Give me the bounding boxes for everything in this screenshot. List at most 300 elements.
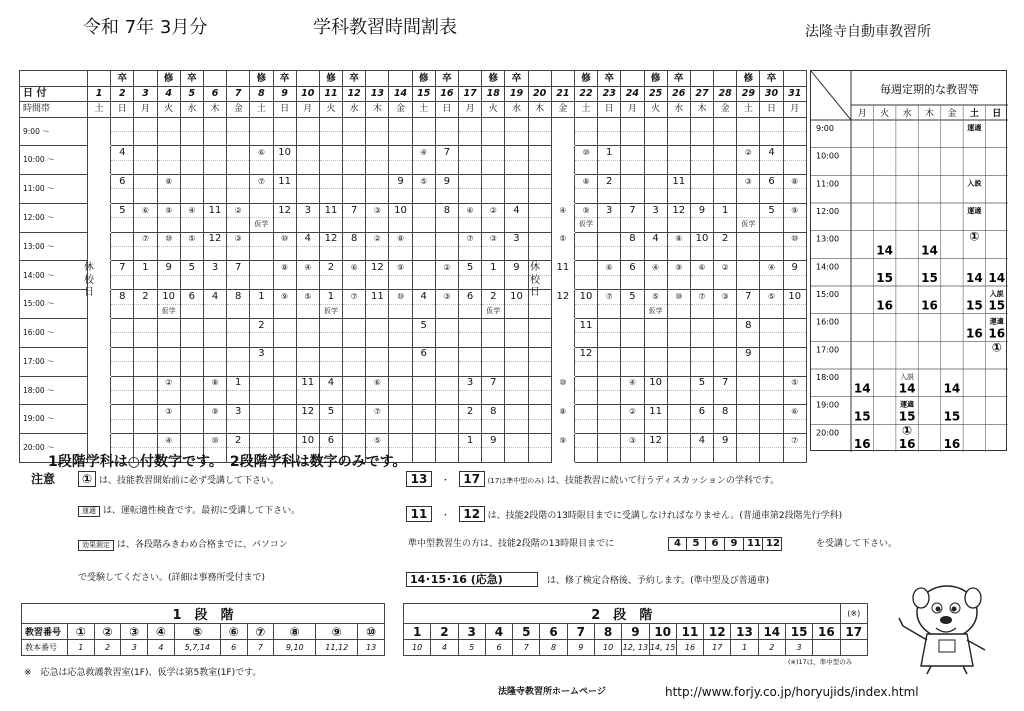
class-cell: ⑤ — [551, 232, 574, 246]
class-cell: ⑦ — [598, 290, 621, 304]
flag-cell — [621, 71, 644, 87]
empty-cell — [134, 347, 157, 361]
empty-cell — [88, 146, 111, 160]
empty-cell — [134, 362, 157, 376]
regular-tag: 運適 — [900, 400, 915, 409]
time-slot-row — [20, 333, 807, 347]
class-cell: ⑤ — [412, 175, 435, 189]
empty-cell — [505, 218, 528, 232]
empty-cell — [250, 203, 273, 217]
empty-cell — [250, 275, 273, 289]
empty-cell — [296, 419, 319, 433]
class-cell: 4 — [760, 146, 783, 160]
empty-cell — [134, 390, 157, 404]
empty-cell — [690, 131, 713, 145]
empty-cell — [621, 419, 644, 433]
empty-cell — [714, 318, 737, 332]
empty-cell — [598, 117, 621, 131]
empty-cell — [250, 117, 273, 131]
empty-cell — [690, 419, 713, 433]
empty-cell — [783, 347, 806, 361]
class-cell: 7 — [343, 203, 366, 217]
empty-cell — [528, 189, 551, 203]
regular-class-number: 16 — [898, 437, 916, 451]
empty-cell — [319, 117, 342, 131]
empty-cell — [667, 362, 690, 376]
empty-cell — [714, 175, 737, 189]
flag-cell: 卒 — [505, 71, 528, 87]
empty-cell — [134, 333, 157, 347]
empty-cell — [180, 146, 203, 160]
empty-cell — [157, 318, 180, 332]
empty-cell — [574, 189, 597, 203]
stage2-lesson-number: 17 — [840, 624, 868, 640]
class-cell: 2 — [598, 175, 621, 189]
stage1-textbook-number: 13 — [358, 640, 385, 656]
empty-cell — [783, 131, 806, 145]
weekday: 月 — [134, 102, 157, 118]
flag-cell: 修 — [574, 71, 597, 87]
empty-cell — [203, 117, 226, 131]
empty-cell — [528, 347, 551, 361]
regular-time-label: 16:00 — [816, 317, 840, 327]
empty-cell — [528, 304, 551, 318]
empty-cell — [366, 275, 389, 289]
empty-cell — [667, 333, 690, 347]
class-cell: ⑥ — [366, 376, 389, 390]
textbook-number-label: 教本番号 — [22, 640, 68, 656]
class-cell: ⑦ — [250, 175, 273, 189]
flag-cell — [134, 71, 157, 87]
empty-cell — [644, 189, 667, 203]
class-cell: 3 — [459, 376, 482, 390]
class-cell: 2 — [459, 405, 482, 419]
day-number: 17 — [459, 86, 482, 102]
diagonal-line — [811, 71, 851, 120]
class-cell: 9 — [482, 434, 505, 448]
empty-cell — [760, 247, 783, 261]
stage2-textbook-number: 3 — [785, 640, 812, 656]
empty-cell — [528, 405, 551, 419]
class-cell: 2 — [714, 232, 737, 246]
time-slot-row — [20, 304, 807, 318]
class-cell: 10 — [783, 290, 806, 304]
regular-class-number: 15 — [921, 271, 938, 285]
empty-cell — [505, 304, 528, 318]
empty-cell — [366, 146, 389, 160]
weekday: 土 — [88, 102, 111, 118]
class-cell: 6 — [111, 175, 134, 189]
regular-grid — [811, 71, 1008, 452]
class-cell: 5 — [111, 203, 134, 217]
weekday: 月 — [783, 102, 806, 118]
class-cell: 8 — [227, 290, 250, 304]
empty-cell — [551, 318, 574, 332]
empty-cell — [737, 203, 760, 217]
empty-cell — [389, 347, 412, 361]
empty-cell — [111, 362, 134, 376]
empty-cell — [505, 131, 528, 145]
note-r3-after: を受講して下さい。 — [816, 539, 898, 549]
empty-cell — [88, 333, 111, 347]
day-number: 6 — [203, 86, 226, 102]
flag-cell — [551, 71, 574, 87]
class-cell: ③ — [482, 232, 505, 246]
weekday: 金 — [227, 102, 250, 118]
empty-cell — [273, 247, 296, 261]
empty-cell — [667, 419, 690, 433]
class-cell: ④ — [180, 203, 203, 217]
stage2-lesson-number: 2 — [431, 624, 458, 640]
empty-cell — [389, 275, 412, 289]
weekday: 木 — [203, 102, 226, 118]
regular-class-number: 16 — [943, 437, 961, 451]
stage1-lesson-number: ② — [94, 624, 121, 640]
stage2-lesson-number: 14 — [758, 624, 785, 640]
class-cell: 12 — [296, 405, 319, 419]
class-cell: ⑥ — [459, 203, 482, 217]
class-cell: 8 — [343, 232, 366, 246]
empty-cell — [412, 232, 435, 246]
empty-cell — [412, 218, 435, 232]
empty-cell — [574, 434, 597, 448]
empty-cell — [667, 218, 690, 232]
class-cell: ⑧ — [389, 232, 412, 246]
regular-time-label: 17:00 — [816, 345, 840, 355]
stage1-lesson-number: ① — [68, 624, 95, 640]
note2-mark: 運適 — [78, 506, 100, 517]
note-r3-box: 4 — [668, 537, 687, 551]
stage1-lesson-number: ③ — [121, 624, 148, 640]
weekday: 木 — [690, 102, 713, 118]
empty-cell — [180, 376, 203, 390]
empty-cell — [667, 405, 690, 419]
empty-cell — [389, 218, 412, 232]
weekday: 水 — [667, 102, 690, 118]
empty-cell — [737, 160, 760, 174]
empty-cell — [737, 434, 760, 448]
empty-cell — [366, 419, 389, 433]
class-cell: 10 — [389, 203, 412, 217]
empty-cell — [528, 160, 551, 174]
class-cell: 11 — [296, 376, 319, 390]
empty-cell — [644, 347, 667, 361]
empty-cell — [505, 434, 528, 448]
empty-cell — [88, 390, 111, 404]
empty-cell — [598, 448, 621, 462]
empty-cell — [760, 275, 783, 289]
empty-cell — [528, 146, 551, 160]
empty-cell — [273, 189, 296, 203]
note2-text: は、運転適性検査です。最初に受講して下さい。 — [102, 506, 301, 516]
weekday: 土 — [250, 102, 273, 118]
empty-cell — [783, 218, 806, 232]
empty-cell — [714, 362, 737, 376]
stage2-textbook-number: 1 — [731, 640, 758, 656]
empty-cell — [366, 131, 389, 145]
empty-cell — [273, 318, 296, 332]
empty-cell — [435, 448, 458, 462]
empty-cell — [412, 131, 435, 145]
empty-cell — [389, 131, 412, 145]
empty-cell — [783, 275, 806, 289]
flag-cell — [714, 71, 737, 87]
empty-cell — [621, 247, 644, 261]
empty-cell — [528, 390, 551, 404]
empty-cell — [389, 247, 412, 261]
stage1-textbook-number: 7 — [247, 640, 274, 656]
class-cell: ④ — [644, 261, 667, 275]
empty-cell — [296, 189, 319, 203]
regular-tag: 入説 — [967, 179, 982, 188]
empty-cell — [296, 218, 319, 232]
empty-cell — [621, 131, 644, 145]
stage2-lesson-number: 1 — [404, 624, 431, 640]
empty-cell — [319, 362, 342, 376]
empty-cell — [737, 232, 760, 246]
weekday: 水 — [180, 102, 203, 118]
empty-cell — [366, 189, 389, 203]
empty-cell — [273, 275, 296, 289]
empty-cell — [714, 419, 737, 433]
empty-cell — [366, 247, 389, 261]
flag-cell: 卒 — [180, 71, 203, 87]
empty-cell — [528, 434, 551, 448]
empty-cell — [505, 189, 528, 203]
empty-cell — [180, 419, 203, 433]
empty-cell — [690, 347, 713, 361]
empty-cell — [435, 362, 458, 376]
note3-text: は、各段階みきわめ合格までに、パソコン — [116, 540, 288, 550]
class-cell: ⑩ — [389, 290, 412, 304]
regular-class-number: 15 — [988, 298, 1006, 313]
empty-cell — [134, 146, 157, 160]
empty-cell — [250, 304, 273, 318]
school-name: 法隆寺自動車教習所 — [805, 24, 931, 40]
empty-cell — [180, 304, 203, 318]
empty-cell — [296, 362, 319, 376]
empty-cell — [319, 390, 342, 404]
class-cell: ⑧ — [574, 175, 597, 189]
empty-cell — [88, 318, 111, 332]
flag-cell — [203, 71, 226, 87]
stage2-textbook-number: 10 — [404, 640, 431, 656]
empty-cell — [366, 347, 389, 361]
empty-cell — [88, 175, 111, 189]
empty-cell — [250, 333, 273, 347]
empty-cell — [273, 131, 296, 145]
note-r3-text: 準中型教習生の方は、技能2段階の13時限目までに — [408, 539, 615, 549]
stage2-textbook-number: 14, 15 — [649, 640, 676, 656]
empty-cell — [574, 304, 597, 318]
empty-cell — [250, 390, 273, 404]
empty-cell — [412, 189, 435, 203]
class-cell: ⑥ — [690, 261, 713, 275]
empty-cell — [459, 247, 482, 261]
day-number: 20 — [528, 86, 551, 102]
empty-cell — [598, 419, 621, 433]
empty-cell — [760, 390, 783, 404]
empty-cell — [180, 405, 203, 419]
empty-cell — [667, 434, 690, 448]
empty-cell — [667, 304, 690, 318]
empty-cell — [482, 175, 505, 189]
empty-cell — [203, 304, 226, 318]
flag-cell — [528, 71, 551, 87]
empty-cell — [690, 304, 713, 318]
empty-cell — [250, 362, 273, 376]
empty-cell — [667, 247, 690, 261]
class-cell: 7 — [714, 376, 737, 390]
class-cell: 8 — [111, 290, 134, 304]
day-number: 8 — [250, 86, 273, 102]
empty-cell — [598, 218, 621, 232]
class-cell: ② — [366, 232, 389, 246]
empty-cell — [621, 189, 644, 203]
empty-cell — [203, 218, 226, 232]
regular-time-label: 10:00 — [816, 151, 840, 161]
note-r2-box-a: 11 — [406, 506, 432, 522]
stage1-lesson-number: ⑦ — [247, 624, 274, 640]
note-r2-box-b: 12 — [459, 506, 485, 522]
class-cell: 9 — [389, 175, 412, 189]
empty-cell — [88, 434, 111, 448]
empty-cell — [203, 333, 226, 347]
class-cell: 仮学 — [319, 304, 342, 318]
class-cell: 1 — [319, 290, 342, 304]
empty-cell — [250, 247, 273, 261]
empty-cell — [598, 318, 621, 332]
empty-cell — [227, 318, 250, 332]
class-cell: 6 — [319, 434, 342, 448]
empty-cell — [760, 333, 783, 347]
empty-cell — [389, 434, 412, 448]
weekday: 木 — [528, 102, 551, 118]
empty-cell — [690, 160, 713, 174]
empty-cell — [250, 189, 273, 203]
empty-cell — [528, 448, 551, 462]
empty-cell — [551, 247, 574, 261]
empty-cell — [482, 390, 505, 404]
regular-class-number: 15 — [966, 298, 983, 313]
empty-cell — [111, 419, 134, 433]
class-cell: ⑦ — [366, 405, 389, 419]
empty-cell — [157, 218, 180, 232]
empty-cell — [505, 362, 528, 376]
regular-class-number: ① — [901, 423, 913, 438]
class-cell: ⑨ — [783, 203, 806, 217]
time-slot-label: 17:00 ～ — [20, 347, 88, 376]
empty-cell — [412, 390, 435, 404]
regular-time-label: 19:00 — [816, 400, 840, 410]
empty-cell — [296, 333, 319, 347]
empty-cell — [134, 218, 157, 232]
empty-cell — [714, 304, 737, 318]
empty-cell — [551, 333, 574, 347]
class-cell: 5 — [621, 290, 644, 304]
empty-cell — [366, 362, 389, 376]
empty-cell — [111, 390, 134, 404]
day-number: 29 — [737, 86, 760, 102]
class-cell: ⑧ — [667, 232, 690, 246]
empty-cell — [760, 160, 783, 174]
weekday: 木 — [366, 102, 389, 118]
empty-cell — [296, 347, 319, 361]
class-cell: 7 — [111, 261, 134, 275]
class-cell: ② — [714, 261, 737, 275]
empty-cell — [505, 146, 528, 160]
note1-text: は、技能教習開始前に必ず受講して下さい。 — [99, 476, 280, 486]
empty-cell — [435, 232, 458, 246]
regular-weekday: 土 — [969, 109, 979, 119]
class-cell: ⑦ — [783, 434, 806, 448]
empty-cell — [343, 189, 366, 203]
class-cell: 6 — [690, 405, 713, 419]
empty-cell — [88, 160, 111, 174]
class-cell: 仮学 — [482, 304, 505, 318]
empty-cell — [111, 275, 134, 289]
empty-cell — [296, 275, 319, 289]
empty-cell — [598, 160, 621, 174]
empty-cell — [737, 405, 760, 419]
regular-time-label: 13:00 — [816, 234, 840, 244]
class-cell: 12 — [366, 261, 389, 275]
class-cell: ⑦ — [459, 232, 482, 246]
empty-cell — [435, 218, 458, 232]
empty-cell — [134, 189, 157, 203]
empty-cell — [482, 362, 505, 376]
day-number: 14 — [389, 86, 412, 102]
empty-cell — [644, 160, 667, 174]
empty-cell — [412, 261, 435, 275]
empty-cell — [435, 376, 458, 390]
slot-row-label: 時間帯 — [20, 102, 88, 118]
empty-cell — [111, 160, 134, 174]
empty-cell — [180, 275, 203, 289]
empty-cell — [482, 448, 505, 462]
empty-cell — [690, 175, 713, 189]
empty-cell — [598, 189, 621, 203]
regular-weekday: 日 — [992, 109, 1002, 119]
stage1-textbook-number: 4 — [148, 640, 175, 656]
empty-cell — [737, 419, 760, 433]
empty-cell — [760, 419, 783, 433]
stage2-legend — [403, 603, 868, 656]
empty-cell — [157, 131, 180, 145]
class-cell: ⑧ — [551, 405, 574, 419]
empty-cell — [134, 247, 157, 261]
empty-cell — [157, 247, 180, 261]
class-cell: 12 — [551, 290, 574, 304]
time-slot-label: 9:00 ～ — [20, 117, 88, 146]
class-cell: 11 — [203, 203, 226, 217]
day-number: 30 — [760, 86, 783, 102]
class-cell: 7 — [482, 376, 505, 390]
empty-cell — [180, 189, 203, 203]
empty-cell — [412, 362, 435, 376]
empty-cell — [203, 131, 226, 145]
time-slot-label: 14:00 ～ — [20, 261, 88, 290]
notes-headline: 1段階学科は○付数字です。 2段階学科は数字のみです。 — [48, 454, 407, 470]
empty-cell — [667, 376, 690, 390]
regular-class-number: 14 — [988, 271, 1006, 285]
empty-cell — [783, 318, 806, 332]
regular-time-label: 14:00 — [816, 262, 840, 272]
empty-cell — [528, 362, 551, 376]
regular-class-number: 16 — [876, 298, 893, 313]
empty-cell — [737, 362, 760, 376]
homepage-url[interactable]: http://www.forjy.co.jp/horyujids/index.html — [665, 685, 919, 699]
